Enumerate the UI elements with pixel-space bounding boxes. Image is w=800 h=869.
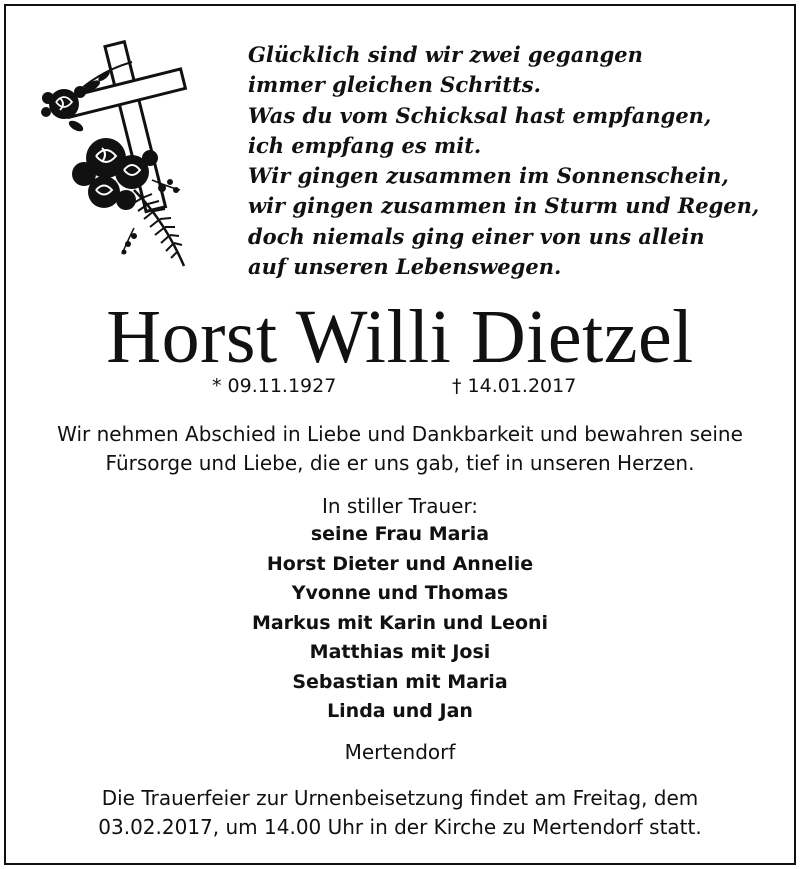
mourner-item: Matthias mit Josi: [309, 641, 491, 663]
poem-line: immer gleichen Schritts.: [248, 72, 541, 98]
town-label: Mertendorf: [344, 740, 456, 764]
poem-line: Was du vom Schicksal hast empfangen,: [248, 102, 712, 128]
farewell-line: Wir nehmen Abschied in Liebe und Dankbarkeit und bewahren seine: [57, 422, 743, 446]
cross-with-roses-icon: [34, 40, 194, 272]
poem-line: auf unseren Lebenswegen.: [248, 254, 562, 280]
mourner-item: Linda und Jan: [327, 700, 473, 722]
poem-line: wir gingen zusammen in Sturm und Regen,: [248, 193, 760, 219]
poem: [248, 40, 788, 282]
poem-line: doch niemals ging einer von uns allein: [248, 223, 705, 249]
poem-line: ich empfang es mit.: [248, 132, 482, 158]
deceased-name: Horst Willi Dietzel: [106, 295, 694, 379]
service-info: [0, 784, 800, 842]
poem-line: Wir gingen zusammen im Sonnenschein,: [248, 163, 729, 189]
service-line: 03.02.2017, um 14.00 Uhr in der Kirche zu Mertendorf statt.: [98, 815, 702, 839]
birth-date: * 09.11.1927: [212, 375, 337, 397]
death-date: † 14.01.2017: [452, 375, 577, 397]
mourner-item: Yvonne und Thomas: [291, 582, 509, 604]
service-line: Die Trauerfeier zur Urnenbeisetzung findet am Freitag, dem: [101, 786, 699, 810]
mourner-list: [0, 520, 800, 727]
mourning-intro-label: In stiller Trauer:: [321, 494, 479, 518]
mourning-intro: [0, 492, 800, 521]
poem-line: Glücklich sind wir zwei gegangen: [248, 42, 643, 67]
farewell-text: [0, 420, 800, 478]
farewell-line: Fürsorge und Liebe, die er uns gab, tief in unseren Herzen.: [105, 451, 695, 475]
mourner-item: Sebastian mit Maria: [292, 670, 508, 693]
town: [0, 738, 800, 767]
mourner-item: Horst Dieter und Annelie: [266, 552, 534, 575]
mourner-item: seine Frau Maria: [310, 523, 490, 545]
mourner-item: Markus mit Karin und Leoni: [251, 611, 549, 634]
